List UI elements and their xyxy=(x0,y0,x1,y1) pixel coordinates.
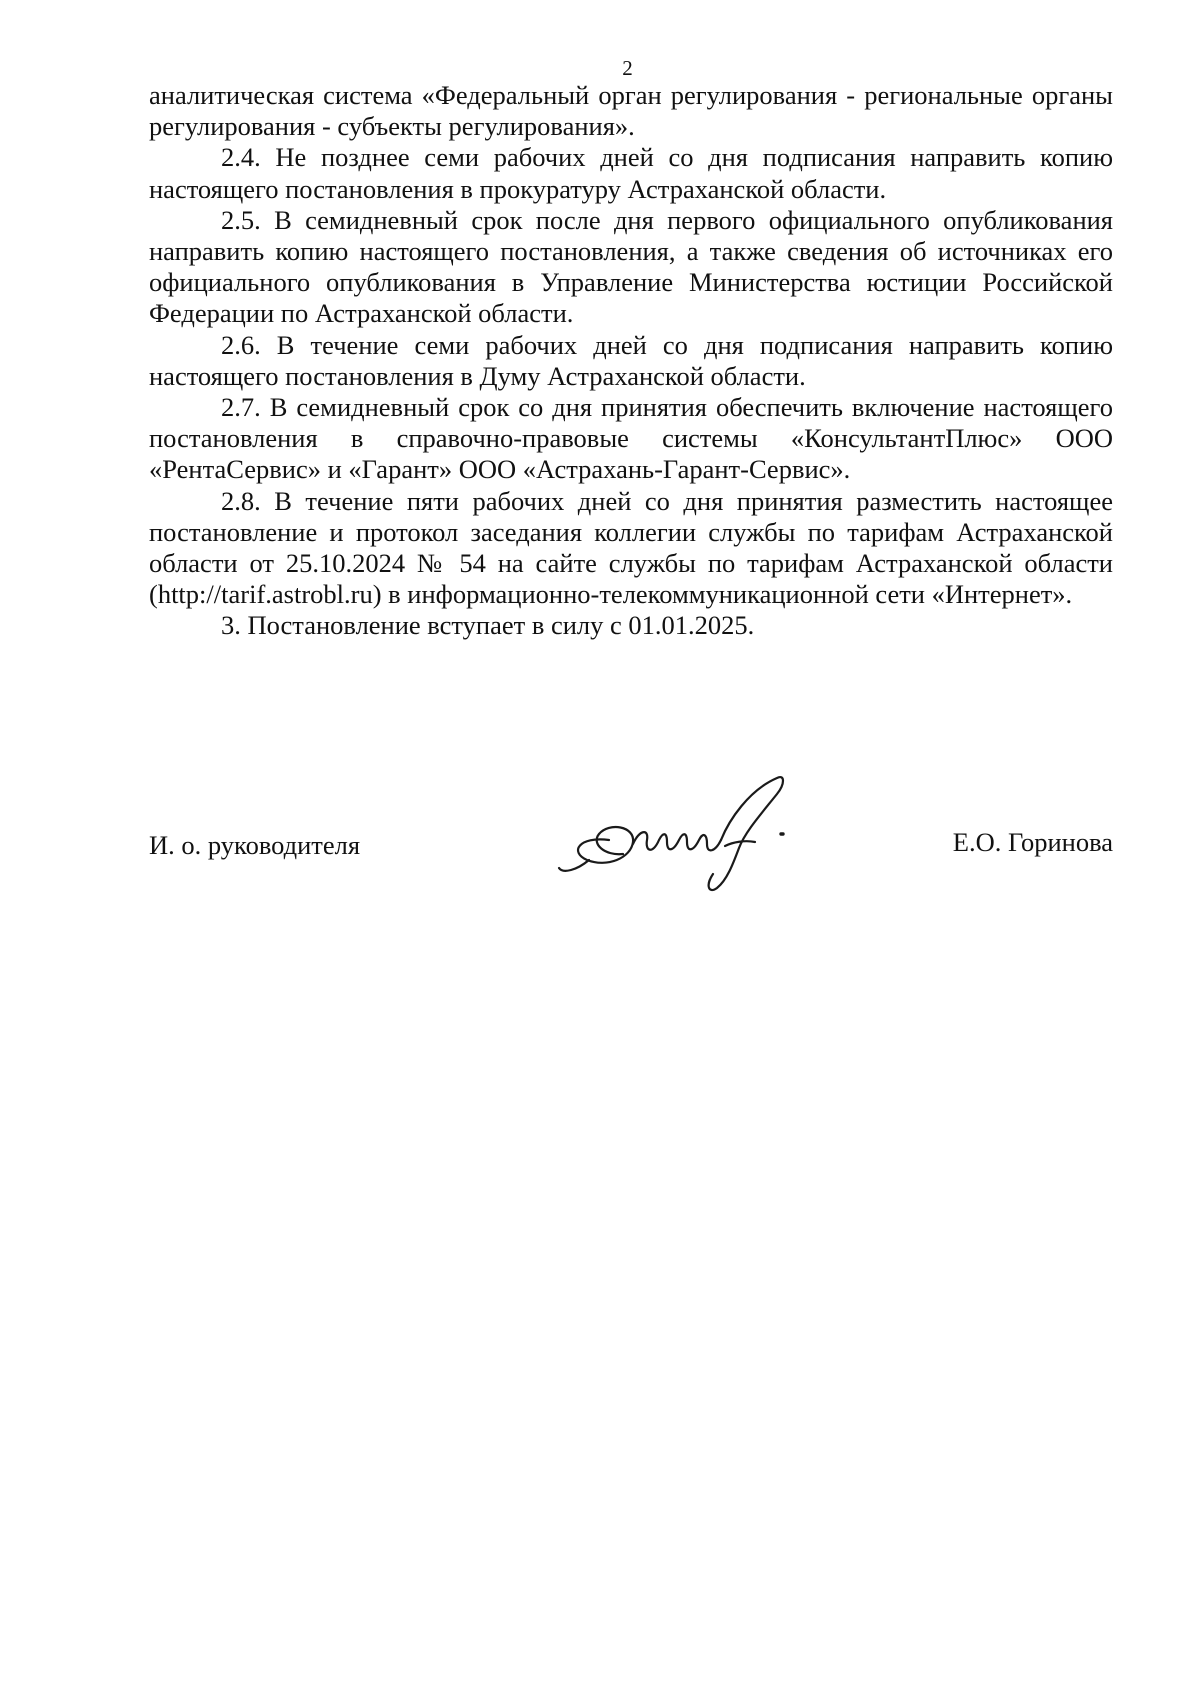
signer-name: Е.О. Горинова xyxy=(952,827,1113,857)
paragraph-3: 3. Постановление вступает в силу с 01.01.2025. xyxy=(221,610,755,641)
signature-block xyxy=(149,770,1113,930)
signer-position: И. о. руководителя xyxy=(149,830,361,860)
paragraph-2-8: 2.8. В течение пяти рабочих дней со дня принятия разместить настоящее постановление и протокол заседания коллегии службы по тарифам Астраханской области от 25.10.2024 № 54 на сайте службы по тарифам Астраханской области (http://tarif.astrobl.ru) в информационно-телекоммуникационной сети «Интернет». xyxy=(149,485,1113,610)
paragraph-continuation: аналитическая система «Федеральный орган регулирования - региональные органы регулирования - субъекты регулирования». xyxy=(149,80,1113,142)
paragraph-2-7: 2.7. В семидневный срок со дня принятия обеспечить включение настоящего постановления в справочно-правовые системы «КонсультантПлюс» ООО «РентаСервис» и «Гарант» ООО «Астрахань-Гарант-Сервис». xyxy=(149,392,1113,485)
paragraph-2-6: 2.6. В течение семи рабочих дней со дня подписания направить копию настоящего постановления в Думу Астраханской области. xyxy=(149,329,1113,391)
document-body xyxy=(149,80,1113,642)
page-number: 2 xyxy=(622,56,633,80)
paragraph-2-5: 2.5. В семидневный срок после дня первого официального опубликования направить копию настоящего постановления, а также сведения об источниках его официального опубликования в Управление Министерства юстиции Российской Федерации по Астраханской области. xyxy=(149,204,1113,329)
handwritten-signature xyxy=(549,770,799,900)
paragraph-2-4: 2.4. Не позднее семи рабочих дней со дня подписания направить копию настоящего постановления в прокуратуру Астраханской области. xyxy=(149,142,1113,204)
